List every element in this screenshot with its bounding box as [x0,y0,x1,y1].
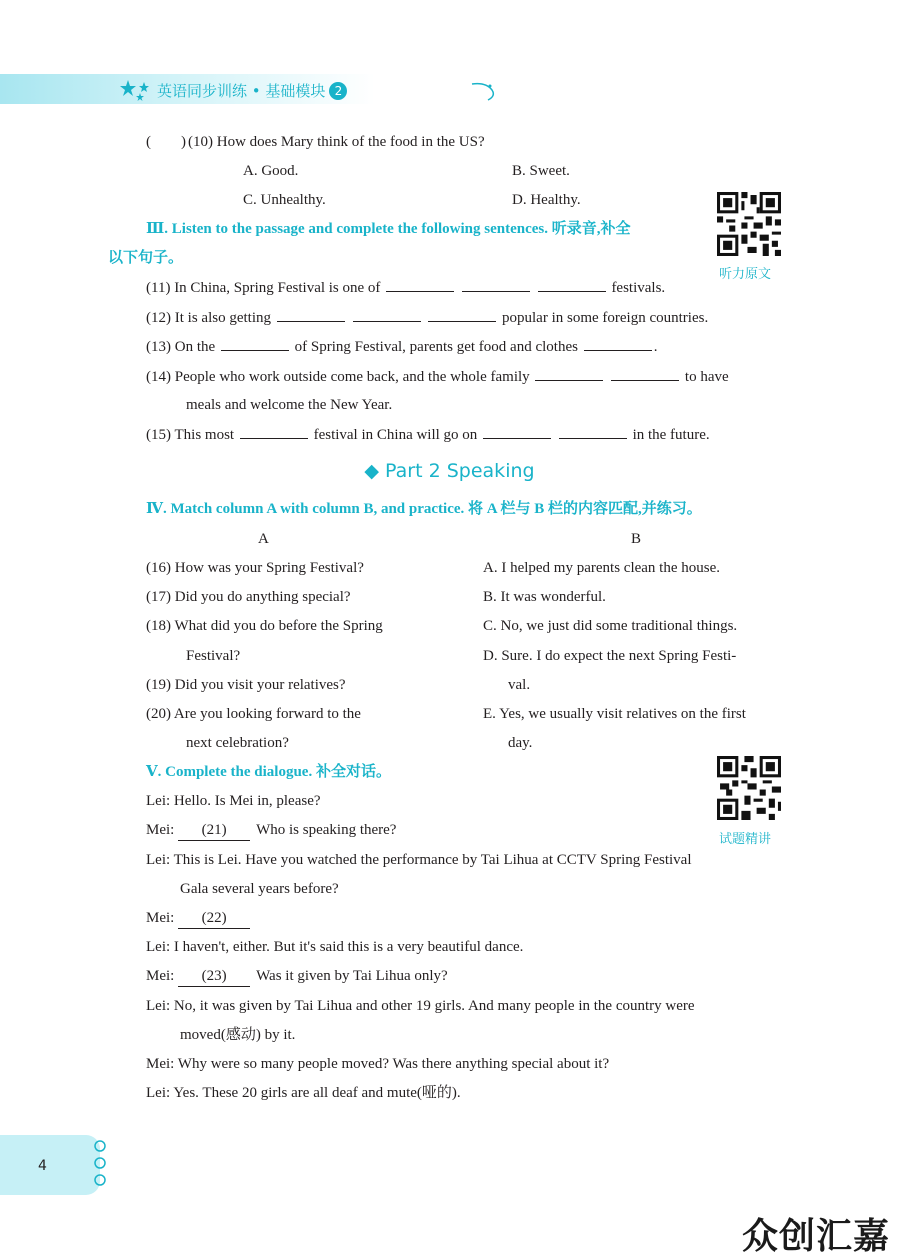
blank-21[interactable]: (21) [178,820,250,841]
q10-option-d: D. Healthy. [512,192,581,208]
blank-23[interactable]: (23) [178,966,250,987]
header-title: 英语同步训练 • 基础模块 2 [157,80,347,101]
column-a-header: A [258,531,269,547]
match-a-17: (17) Did you do anything special? [146,589,351,605]
q10-option-b: B. Sweet. [512,163,570,179]
q14-line: (14) People who work outside come back, and the whole family to have [146,366,729,387]
page-number-tab [0,1135,100,1195]
blank[interactable] [535,366,603,381]
match-b-d: D. Sure. I do expect the next Spring Festi- [483,648,737,664]
blank[interactable] [353,307,421,322]
match-b-e-cont: day. [508,735,533,751]
qr-caption-listening: 听力原文 [719,267,772,282]
swirl-icon [470,80,498,102]
blank-22[interactable]: (22) [178,908,250,929]
dialogue-line-3: Lei: This is Lei. Have you watched the performance by Tai Lihua at CCTV Spring Festival [146,852,692,868]
blank[interactable] [584,336,652,351]
book-number-badge: 2 [329,82,347,100]
match-a-18: (18) What did you do before the Spring [146,618,383,634]
blank[interactable] [428,307,496,322]
q10-option-a: A. Good. [243,163,299,179]
blank[interactable] [559,424,627,439]
match-a-19: (19) Did you visit your relatives? [146,677,346,693]
dialogue-line-2: Mei: (21) Who is speaking there? [146,820,396,841]
match-b-e: E. Yes, we usually visit relatives on the first [483,706,746,722]
blank[interactable] [611,366,679,381]
dialogue-line-6: Mei: (23) Was it given by Tai Lihua only? [146,966,448,987]
dialogue-line-3-cont: Gala several years before? [180,881,339,897]
match-b-b: B. It was wonderful. [483,589,606,605]
answer-bracket: ( ) [146,134,186,150]
match-a-20-cont: next celebration? [186,735,289,751]
blank[interactable] [538,277,606,292]
circles-decoration-icon [90,1138,110,1188]
match-a-20: (20) Are you looking forward to the [146,706,361,722]
match-b-a: A. I helped my parents clean the house. [483,560,721,576]
match-b-c: C. No, we just did some traditional things. [483,618,738,634]
match-a-18-cont: Festival? [186,648,241,664]
q14-line-cont: meals and welcome the New Year. [186,397,393,413]
section4-title: Ⅳ. Match column A with column B, and practice. 将 A 栏与 B 栏的内容匹配,并练习。 [146,501,702,517]
dialogue-line-7-cont: moved(感动) by it. [180,1027,296,1043]
blank[interactable] [277,307,345,322]
blank[interactable] [462,277,530,292]
dialogue-line-7: Lei: No, it was given by Tai Lihua and other 19 girls. And many people in the country were [146,998,695,1014]
q12-line: (12) It is also getting popular in some foreign countries. [146,307,708,328]
part2-heading: ◆ Part 2 Speaking [364,460,535,482]
match-b-d-cont: val. [508,677,531,693]
section3-title-cont: 以下句子。 [108,250,184,266]
column-b-header: B [631,531,642,547]
qr-code-icon[interactable] [717,756,781,820]
dialogue-line-9: Lei: Yes. These 20 girls are all deaf and mute(哑的). [146,1085,461,1101]
page-number: 4 [38,1158,47,1174]
q13-line: (13) On the of Spring Festival, parents get food and clothes . [146,336,657,357]
q10-option-c: C. Unhealthy. [243,192,326,208]
stars-icon [120,78,152,102]
q10-stem: ( ) (10) How does Mary think of the food in the US? [146,134,485,150]
dialogue-line-5: Lei: I haven't, either. But it's said this is a very beautiful dance. [146,939,524,955]
blank[interactable] [386,277,454,292]
q11-line: (11) In China, Spring Festival is one of festivals. [146,277,665,298]
section3-title: Ⅲ. Listen to the passage and complete the following sentences. 听录音,补全 [146,221,631,237]
blank[interactable] [240,424,308,439]
dialogue-line-4: Mei: (22) [146,908,256,929]
qr-caption-explanation: 试题精讲 [719,832,772,847]
match-a-16: (16) How was your Spring Festival? [146,560,364,576]
qr-code-icon[interactable] [717,192,781,256]
dialogue-line-8: Mei: Why were so many people moved? Was there anything special about it? [146,1056,610,1072]
section5-title: Ⅴ. Complete the dialogue. 补全对话。 [146,764,391,780]
watermark: 众创汇嘉 [742,1216,891,1257]
dialogue-line-1: Lei: Hello. Is Mei in, please? [146,793,321,809]
blank[interactable] [221,336,289,351]
q15-line: (15) This most festival in China will go on in the future. [146,424,710,445]
blank[interactable] [483,424,551,439]
